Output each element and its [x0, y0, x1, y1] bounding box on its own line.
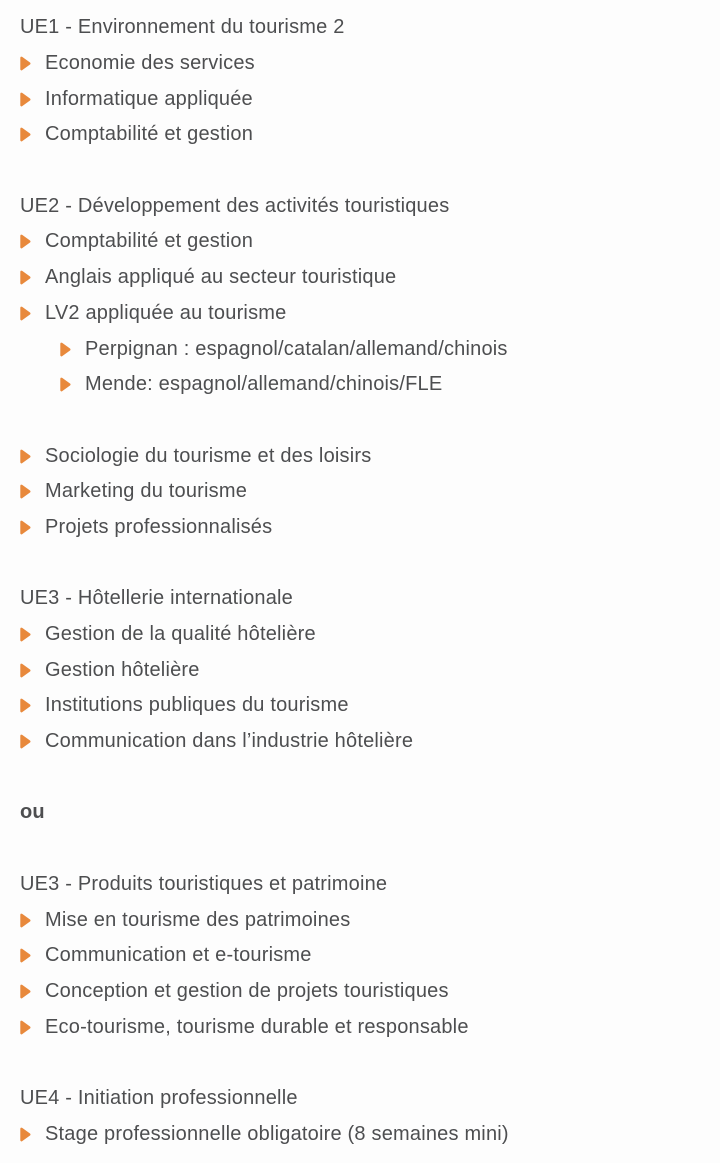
triangle-bullet-icon: [20, 734, 31, 749]
course-item: [20, 688, 702, 724]
course-item-label: Projets professionnalisés: [45, 515, 273, 538]
triangle-bullet-icon: [20, 234, 31, 249]
course-item: [20, 117, 702, 153]
or-separator: ou: [20, 801, 45, 824]
triangle-bullet-icon: [20, 270, 31, 285]
course-item: [60, 331, 702, 367]
triangle-bullet-icon: [20, 56, 31, 71]
triangle-bullet-icon: [20, 520, 31, 535]
course-item: [20, 81, 702, 117]
course-item: [20, 224, 702, 260]
course-item: [20, 260, 702, 296]
course-item: [20, 724, 702, 760]
course-item-label: Gestion de la qualité hôtelière: [45, 623, 316, 646]
unit-heading: UE3 - Produits touristiques et patrimoine: [20, 872, 388, 895]
triangle-bullet-icon: [20, 449, 31, 464]
course-item-label: LV2 appliquée au tourisme: [45, 301, 287, 324]
triangle-bullet-icon: [20, 948, 31, 963]
triangle-bullet-icon: [20, 127, 31, 142]
course-item-label: Anglais appliqué au secteur touristique: [45, 266, 397, 289]
course-item-label: Economie des services: [45, 52, 255, 75]
unit-heading: UE1 - Environnement du tourisme 2: [20, 16, 345, 39]
course-item-label: Informatique appliquée: [45, 87, 253, 110]
unit-heading: UE3 - Hôtellerie internationale: [20, 587, 294, 610]
triangle-bullet-icon: [20, 1020, 31, 1035]
course-unit-section: [20, 581, 702, 759]
course-unit-section: [20, 1081, 702, 1152]
course-item-label: Mise en tourisme des patrimoines: [45, 908, 351, 931]
unit-heading: UE2 - Développement des activités touristiques: [20, 194, 450, 217]
course-item-label: Institutions publiques du tourisme: [45, 694, 349, 717]
triangle-bullet-icon: [20, 1127, 31, 1142]
triangle-bullet-icon: [20, 913, 31, 928]
triangle-bullet-icon: [20, 698, 31, 713]
course-item-label: Stage professionnelle obligatoire (8 semaines mini): [45, 1122, 509, 1145]
triangle-bullet-icon: [20, 627, 31, 642]
course-unit-section: [20, 867, 702, 1045]
course-item: [20, 938, 702, 974]
unit-heading: UE4 - Initiation professionnelle: [20, 1086, 298, 1109]
triangle-bullet-icon: [20, 984, 31, 999]
triangle-bullet-icon: [20, 484, 31, 499]
course-item: [20, 1116, 702, 1152]
triangle-bullet-icon: [60, 342, 71, 357]
course-item-label: Sociologie du tourisme et des loisirs: [45, 444, 372, 467]
course-item: [20, 1009, 702, 1045]
triangle-bullet-icon: [20, 306, 31, 321]
course-item: [20, 652, 702, 688]
triangle-bullet-icon: [60, 377, 71, 392]
course-item-label: Mende: espagnol/allemand/chinois/FLE: [85, 373, 443, 396]
course-item-label: Communication et e-tourisme: [45, 944, 312, 967]
course-item: [20, 617, 702, 653]
course-item: [20, 510, 702, 546]
course-item-label: Marketing du tourisme: [45, 480, 248, 503]
course-item-label: Eco-tourisme, tourisme durable et responsable: [45, 1015, 469, 1038]
course-item-label: Communication dans l’industrie hôtelière: [45, 730, 414, 753]
course-item: [20, 474, 702, 510]
course-item: [20, 438, 702, 474]
course-item-label: Gestion hôtelière: [45, 658, 200, 681]
course-unit-section: [20, 188, 702, 402]
course-unit-section: [20, 10, 702, 153]
course-item-label: Conception et gestion de projets touristiques: [45, 979, 449, 1002]
course-unit-section: [20, 438, 702, 545]
course-item: [20, 46, 702, 82]
triangle-bullet-icon: [20, 663, 31, 678]
course-item: [60, 367, 702, 403]
course-item-label: Comptabilité et gestion: [45, 123, 254, 146]
course-unit-section: [20, 795, 702, 831]
course-item: [20, 902, 702, 938]
course-item: [20, 296, 702, 332]
course-item-label: Comptabilité et gestion: [45, 230, 254, 253]
triangle-bullet-icon: [20, 92, 31, 107]
course-item-label: Perpignan : espagnol/catalan/allemand/chinois: [85, 337, 508, 360]
course-item: [20, 974, 702, 1010]
